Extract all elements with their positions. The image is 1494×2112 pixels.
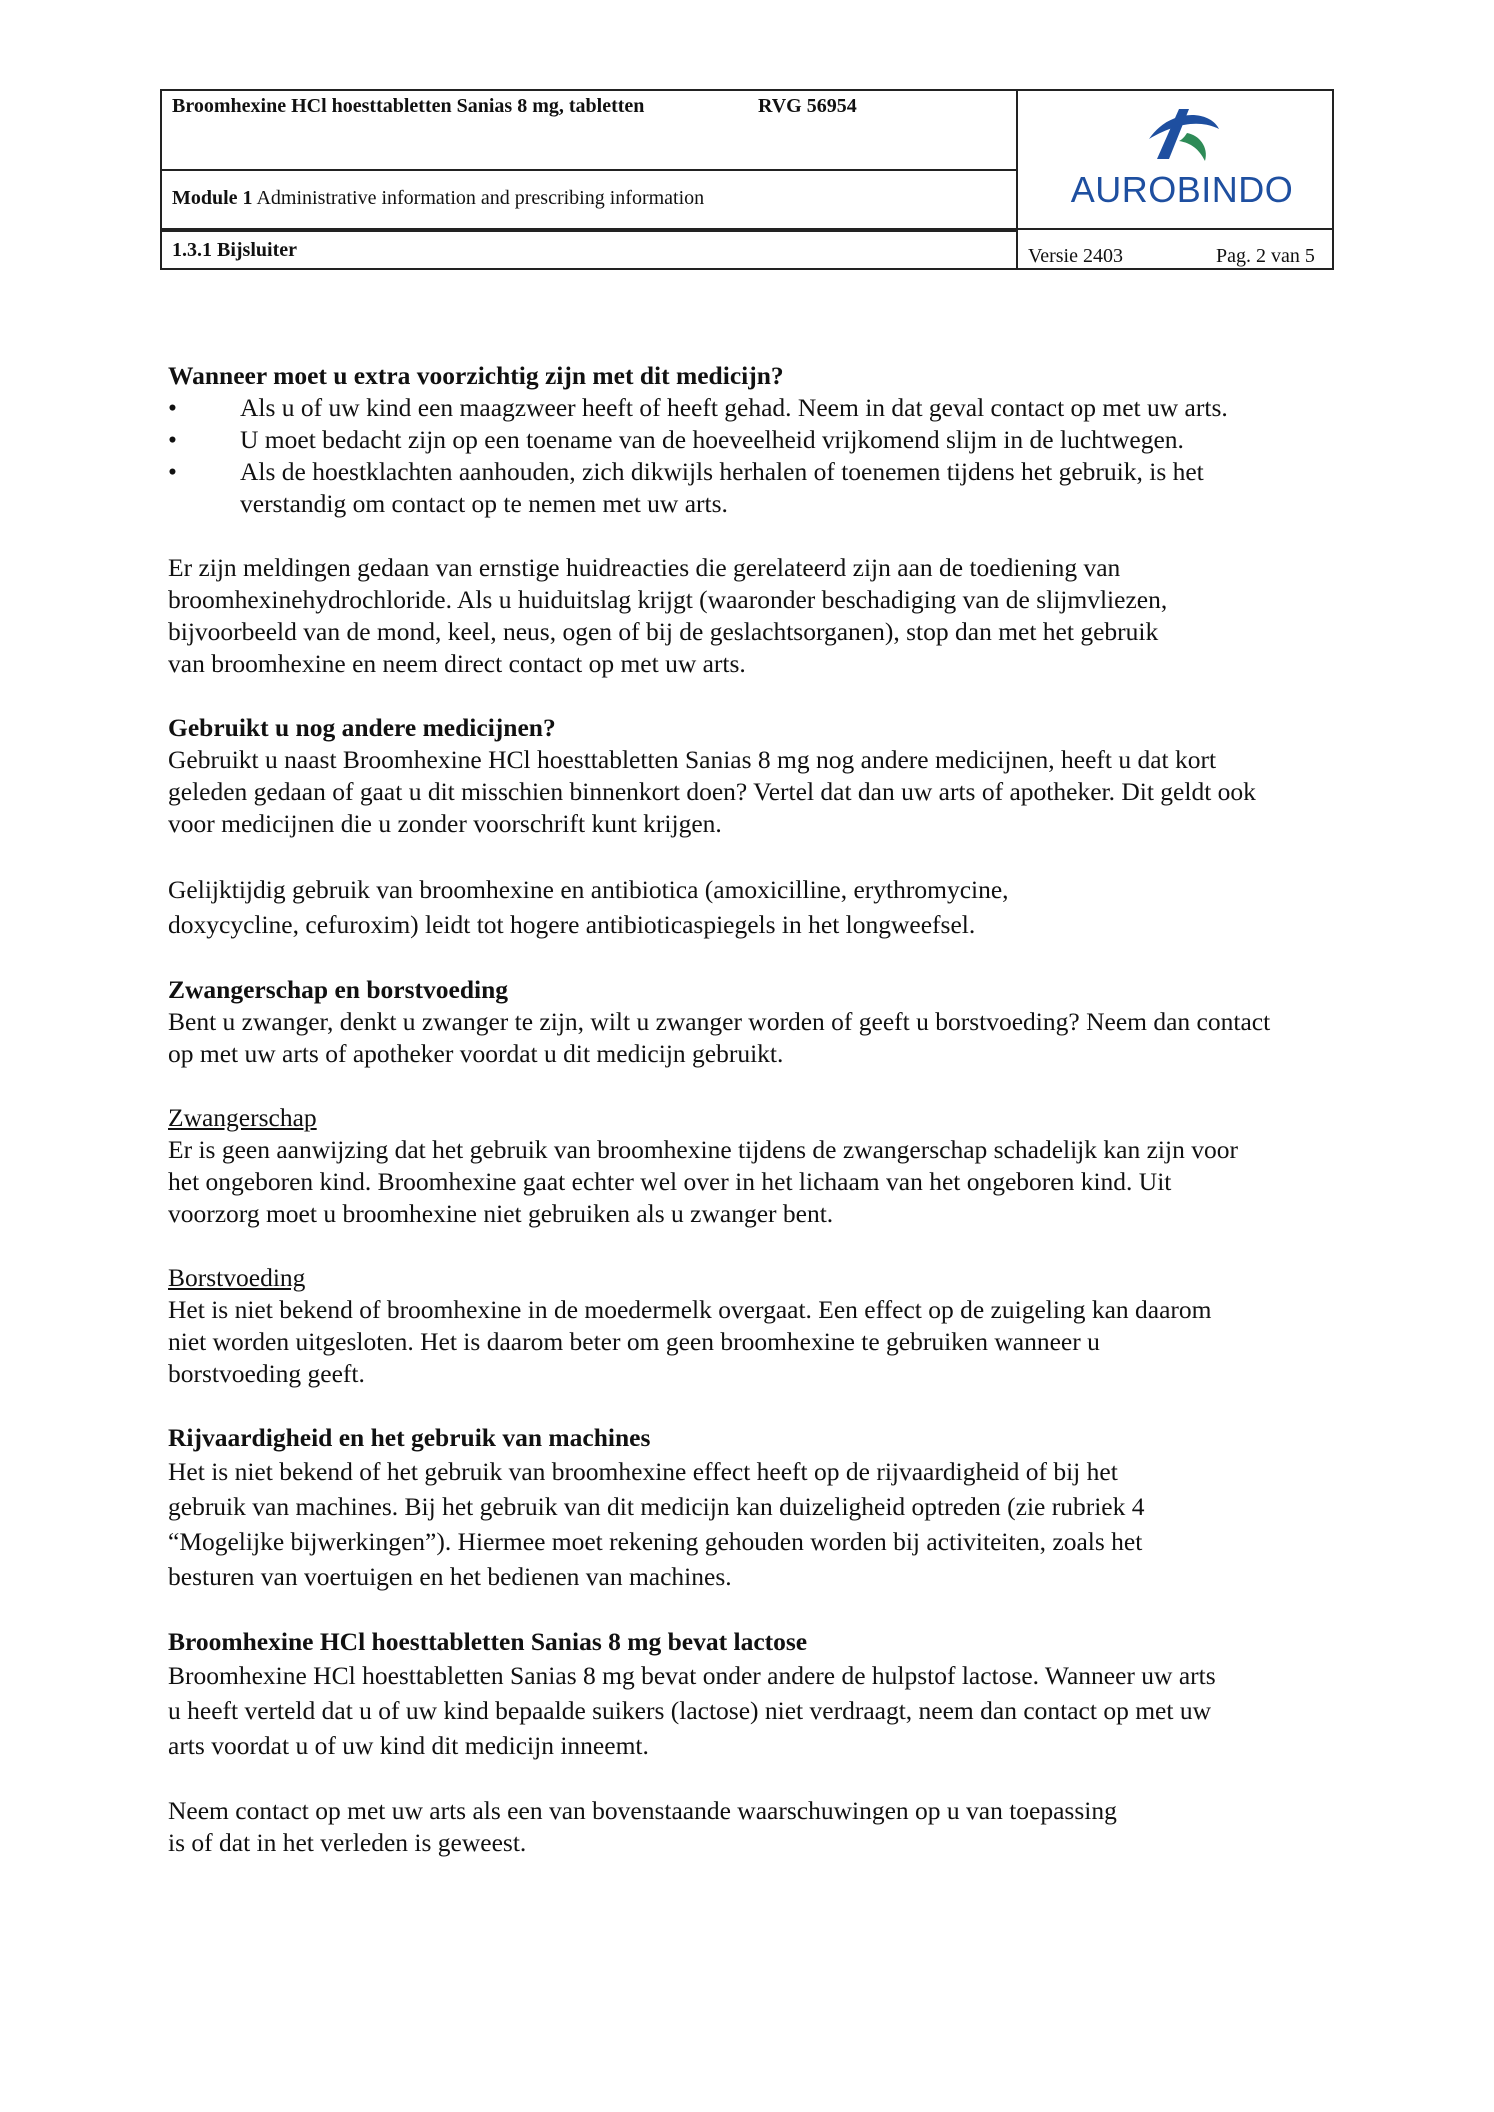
pregnancy-intro: Bent u zwanger, denkt u zwanger te zijn, wilt u zwanger worden of geeft u borstvoeding? Neem dan contact op met uw arts of apotheker voordat u dit medicijn gebruikt.: [168, 1007, 1271, 1068]
bullet-icon: •: [168, 393, 177, 422]
breastfeeding-text: Het is niet bekend of broomhexine in de moedermelk overgaat. Een effect op de zuigeling kan daarom niet worden uitgesloten. Het is daarom beter om geen broomhexine te gebruiken wanneer u borstvoeding geeft.: [168, 1295, 1212, 1388]
pregnancy-heading: Zwangerschap en borstvoeding: [168, 975, 509, 1004]
lactose-heading: Broomhexine HCl hoesttabletten Sanias 8 mg bevat lactose: [168, 1627, 808, 1656]
other-meds-paragraph: Gebruikt u naast Broomhexine HCl hoesttabletten Sanias 8 mg nog andere medicijnen, heeft u dat kort geleden gedaan of gaat u dit misschien binnenkort doen? Vertel dat dan uw arts of apotheker. Dit geldt ook voor medicijnen die u zonder voorschrift kunt krijgen.: [168, 745, 1256, 838]
aurobindo-logo-icon: [1139, 99, 1225, 165]
page-number: Pag. 2 van 5: [1216, 245, 1315, 267]
pregnancy-subheading: Zwangerschap: [168, 1103, 317, 1132]
document-header: [160, 89, 1334, 270]
header-divider: [162, 230, 1018, 232]
skin-reaction-paragraph: Er zijn meldingen gedaan van ernstige huidreacties die gerelateerd zijn aan de toediening van broomhexinehydrochloride. Als u huiduitslag krijgt (waaronder beschadiging van de slijmvliezen, bijvoorbeeld van de mond, keel, neus, ogen of bij de geslachtsorganen), stop dan met het gebruik van broomhexine en neem direct contact op met uw arts.: [168, 553, 1168, 678]
caution-list: [168, 392, 1298, 520]
aurobindo-logo: [1047, 99, 1317, 224]
header-divider: [162, 169, 1018, 171]
bullet-icon: •: [168, 457, 177, 486]
leaflet-body: [168, 360, 1298, 1859]
closing-text: Neem contact op met uw arts als een van bovenstaande waarschuwingen op u van toepassing is of dat in het verleden is geweest.: [168, 1796, 1117, 1857]
caution-heading: Wanneer moet u extra voorzichtig zijn met dit medicijn?: [168, 361, 784, 390]
list-item: • Als de hoestklachten aanhouden, zich dikwijls herhalen of toenemen tijdens het gebruik, is het verstandig om contact op te nemen met uw arts.: [168, 457, 1204, 518]
module-description: Administrative information and prescribing information: [256, 187, 705, 209]
module-line: [172, 187, 704, 210]
header-divider: [1016, 91, 1018, 268]
product-title: Broomhexine HCl hoesttabletten Sanias 8 mg, tabletten: [172, 95, 645, 117]
other-meds-heading: Gebruikt u nog andere medicijnen?: [168, 713, 556, 742]
breastfeeding-subheading: Borstvoeding: [168, 1263, 306, 1292]
pregnancy-text: Er is geen aanwijzing dat het gebruik van broomhexine tijdens de zwangerschap schadelijk kan zijn voor het ongeboren kind. Broomhexine gaat echter wel over in het lichaam van het ongeboren kind. Uit voorzorg moet u broomhexine niet gebruiken als u zwanger bent.: [168, 1135, 1238, 1228]
list-item: • U moet bedacht zijn op een toename van de hoeveelheid vrijkomend slijm in de luchtwegen.: [168, 425, 1184, 454]
section-label: 1.3.1 Bijsluiter: [172, 239, 297, 261]
bullet-icon: •: [168, 425, 177, 454]
logo-wordmark: AUROBINDO: [1070, 169, 1294, 210]
module-label: Module 1: [172, 187, 253, 209]
driving-heading: Rijvaardigheid en het gebruik van machines: [168, 1423, 651, 1452]
antibiotics-paragraph: Gelijktijdig gebruik van broomhexine en antibiotica (amoxicilline, erythromycine, doxycycline, cefuroxim) leidt tot hogere antibioticaspiegels in het longweefsel.: [168, 875, 1009, 939]
list-item: • Als u of uw kind een maagzweer heeft of heeft gehad. Neem in dat geval contact op met uw arts.: [168, 393, 1228, 422]
rvg-number: RVG 56954: [758, 95, 857, 117]
lactose-text: Broomhexine HCl hoesttabletten Sanias 8 mg bevat onder andere de hulpstof lactose. Wanneer uw arts u heeft verteld dat u of uw kind bepaalde suikers (lactose) niet verdraagt, neem dan contact op met uw arts voordat u of uw kind dit medicijn inneemt.: [168, 1661, 1216, 1760]
driving-text: Het is niet bekend of het gebruik van broomhexine effect heeft op de rijvaardigheid of bij het gebruik van machines. Bij het gebruik van dit medicijn kan duizeligheid optreden (zie rubriek 4 “Mogelijke bijwerkingen”). Hiermee moet rekening gehouden worden bij activiteiten, zoals het besturen van voertuigen en het bedienen van machines.: [168, 1457, 1145, 1591]
version-label: Versie 2403: [1028, 245, 1123, 267]
